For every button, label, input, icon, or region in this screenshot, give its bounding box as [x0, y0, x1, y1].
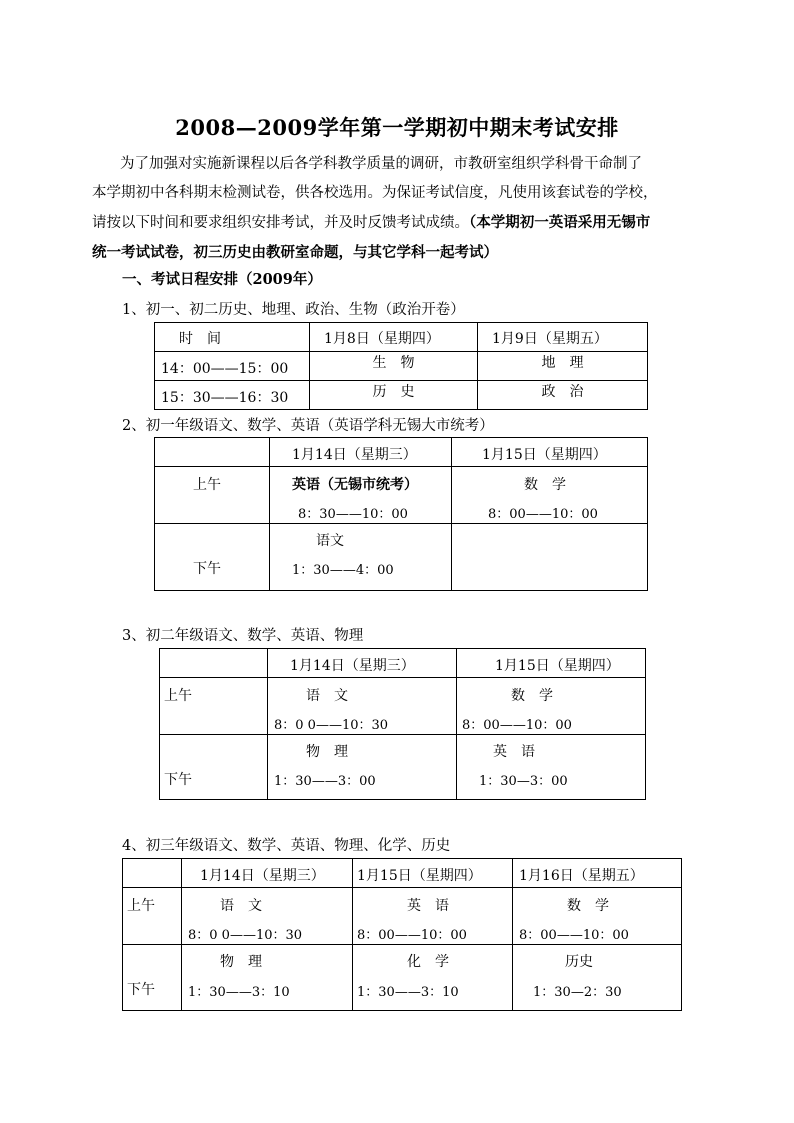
- table-header-cell: 1月8日（星期四）: [324, 331, 440, 347]
- subject-label: 英语（无锡市统考）: [292, 477, 418, 493]
- schedule-1-table: [154, 322, 648, 410]
- schedule-4-heading: 4、初三年级语文、数学、英语、物理、化学、历史: [122, 838, 451, 854]
- table-row: [123, 945, 682, 1011]
- schedule-3-heading: 3、初二年级语文、数学、英语、物理: [122, 628, 364, 644]
- afternoon-label: 下午: [127, 982, 155, 998]
- table-header-cell: 1月16日（星期五）: [519, 868, 644, 884]
- subject-label: 物 理: [220, 954, 262, 970]
- table-row: [155, 524, 648, 591]
- table-header-cell: 1月15日（星期四）: [357, 868, 482, 884]
- table-cell: 生 物: [372, 355, 415, 371]
- table-header-cell: 1月14日（星期三）: [200, 868, 325, 884]
- table-cell: 历 史: [372, 384, 415, 400]
- intro-line-4-bold: 统一考试试卷，初三历史由教研室命题，与其它学科一起考试）: [92, 244, 498, 261]
- intro-paragraph: [92, 150, 712, 267]
- schedule-3-table: [159, 648, 646, 800]
- table-header-cell: 1月14日（星期三）: [292, 447, 417, 463]
- table-cell: 15：30——16：30: [161, 390, 289, 406]
- schedule-2-table: [154, 437, 648, 591]
- intro-line-1: 为了加强对实施新课程以后各学科教学质量的调研，市教研室组织学科骨干命制了: [120, 156, 642, 172]
- subject-label: 数 学: [524, 477, 566, 493]
- time-label: 1：30——4：00: [292, 563, 394, 578]
- subject-label: 数 学: [511, 688, 553, 704]
- subject-label: 历史: [565, 954, 593, 970]
- time-label: 1：30——3：00: [274, 774, 376, 789]
- table-header-cell: 1月9日（星期五）: [492, 331, 608, 347]
- table-row: [123, 888, 682, 945]
- table-row: [160, 678, 646, 735]
- morning-label: 上午: [127, 898, 155, 914]
- time-label: 8：00——10：00: [357, 928, 467, 943]
- subject-label: 语文: [316, 533, 344, 549]
- table-header-cell: 1月15日（星期四）: [482, 447, 607, 463]
- time-label: 8：00——10：00: [462, 718, 572, 733]
- intro-line-3-bold: （本学期初一英语采用无锡市: [469, 214, 651, 231]
- time-label: 1：30——3：10: [188, 985, 290, 1000]
- morning-label: 上午: [193, 477, 221, 493]
- table-header-cell: 1月14日（星期三）: [290, 658, 415, 674]
- time-label: 8：00——10：00: [488, 507, 598, 522]
- subject-label: 语 文: [220, 898, 262, 914]
- schedule-4-table: [122, 858, 682, 1011]
- subject-label: 英 语: [407, 898, 449, 914]
- table-header-cell: 时 间: [179, 331, 221, 347]
- time-label: 8：00——10：00: [519, 928, 629, 943]
- time-label: 8：30——10：00: [298, 507, 408, 522]
- table-row: [155, 467, 648, 524]
- afternoon-label: 下午: [193, 561, 221, 577]
- intro-line-2: 本学期初中各科期末检测试卷，供各校选用。为保证考试信度，凡使用该套试卷的学校，: [92, 185, 658, 201]
- subject-label: 化 学: [407, 954, 449, 970]
- subject-label: 英 语: [493, 744, 535, 760]
- table-cell: 政 治: [541, 384, 584, 400]
- schedule-1-heading: 1、初一、初二历史、地理、政治、生物（政治开卷）: [122, 302, 465, 318]
- schedule-2-heading: 2、初一年级语文、数学、英语（英语学科无锡大市统考）: [122, 418, 494, 434]
- time-label: 1：30—3：00: [479, 774, 568, 789]
- table-row: [155, 352, 648, 381]
- subject-label: 数 学: [567, 898, 609, 914]
- subject-label: 物 理: [306, 744, 348, 760]
- table-row: [160, 735, 646, 800]
- table-row: [155, 381, 648, 410]
- time-label: 8：0 0——10：30: [274, 718, 389, 733]
- section-heading: 一、考试日程安排（2009年）: [122, 271, 322, 288]
- afternoon-label: 下午: [164, 772, 192, 788]
- time-label: 8：0 0——10：30: [188, 928, 303, 943]
- subject-label: 语 文: [306, 688, 348, 704]
- intro-line-3: 请按以下时间和要求组织安排考试，并及时反馈考试成绩。: [92, 215, 469, 231]
- time-label: 1：30—2：30: [533, 985, 622, 1000]
- table-header-cell: 1月15日（星期四）: [495, 658, 620, 674]
- document-title: 2008—2009学年第一学期初中期末考试安排: [175, 115, 619, 140]
- time-label: 1：30——3：10: [357, 985, 459, 1000]
- table-cell: 地 理: [541, 355, 584, 371]
- morning-label: 上午: [164, 688, 192, 704]
- table-cell: 14：00——15：00: [161, 361, 289, 377]
